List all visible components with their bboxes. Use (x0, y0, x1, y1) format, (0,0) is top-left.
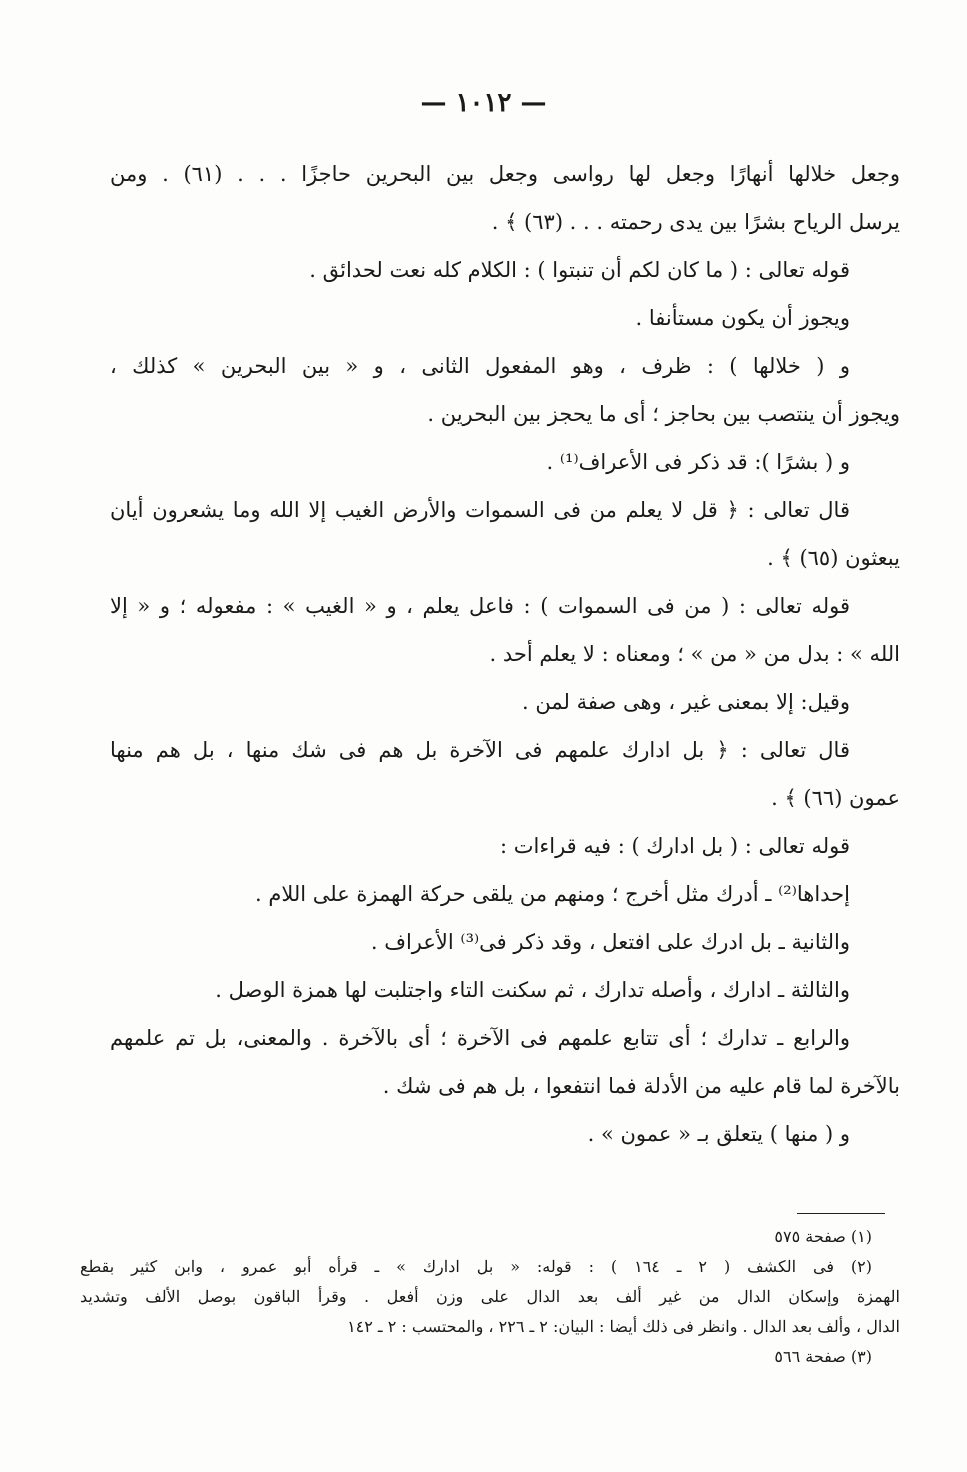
text-line: يبعثون (٦٥) ﴾ . (767, 546, 900, 570)
text-line: ويجوز أن ينتصب بين بحاجز ؛ أى ما يحجز بين البحرين . (427, 402, 900, 426)
text-line: والثانية ـ بل ادرك على افتعل ، وقد ذكر فى⁽³⁾ الأعراف . (370, 930, 850, 954)
footnote-line: (٣) صفحة ٥٦٦ (774, 1347, 872, 1366)
text-line: قال تعالى : ﴿ قل لا يعلم من فى السموات والأرض الغيب إلا الله وما يشعرون أيان (110, 498, 850, 522)
main-text-block (110, 150, 900, 1158)
text-line: و ( منها ) يتعلق بـ « عمون » . (587, 1122, 850, 1146)
text-line: إحداها⁽²⁾ ـ أدرك مثل أخرج ؛ ومنهم من يلقى حركة الهمزة على اللام . (254, 882, 850, 906)
footnote-divider (797, 1213, 885, 1214)
text-line: يرسل الرياح بشرًا بين يدى رحمته . . . (٦٣) ﴾ . (491, 210, 900, 234)
text-line: و ( خلالها ) : ظرف ، وهو المفعول الثانى ، و « بين البحرين » كذلك ، (110, 354, 850, 378)
text-line: وجعل خلالها أنهارًا وجعل لها رواسى وجعل بين البحرين حاجزًا . . . (٦١) . ومن (110, 162, 900, 186)
footnotes-block (80, 1222, 900, 1372)
footnote-line: الهمزة وإسكان الدال من غير ألف بعد الدال على وزن أفعل . وقرأ الباقون بوصل الألف وتشديد (80, 1287, 900, 1306)
footnote-line: الدال ، وألف بعد الدال . وانظر فى ذلك أيضا : البيان: ٢ ـ ٢٢٦ ، والمحتسب : ٢ ـ ١٤٢ (347, 1317, 900, 1336)
text-line: بالآخرة لما قام عليه من الأدلة فما انتفعوا ، بل هم فى شك . (382, 1074, 900, 1098)
text-line: و ( بشرًا ): قد ذكر فى الأعراف⁽¹⁾ . (546, 450, 850, 474)
text-line: قوله تعالى : ( ما كان لكم أن تنبتوا ) : الكلام كله نعت لحدائق . (309, 258, 850, 282)
text-line: الله » : بدل من « من » ؛ ومعناه : لا يعلم أحد . (489, 642, 900, 666)
text-line: والرابع ـ تدارك ؛ أى تتابع علمهم فى الآخرة ؛ أى بالآخرة . والمعنى، بل تم علمهم (110, 1026, 850, 1050)
text-line: عمون (٦٦) ﴾ . (771, 786, 900, 810)
text-line: قوله تعالى : ( بل ادارك ) : فيه قراءات : (500, 834, 850, 858)
text-line: ويجوز أن يكون مستأنفا . (635, 306, 850, 330)
footnote-line: (٢) فى الكشف ( ٢ ـ ١٦٤ ) : قوله: « بل ادارك » ـ قرأه أبو عمرو ، وابن كثير بقطع (80, 1257, 873, 1276)
footnote-line: (١) صفحة ٥٧٥ (774, 1227, 872, 1246)
page-number: — ١٠١٢ — (420, 88, 547, 118)
text-line: وقيل: إلا بمعنى غير ، وهى صفة لمن . (522, 690, 850, 714)
text-line: قوله تعالى : ( من فى السموات ) : فاعل يعلم ، و « الغيب » : مفعوله ؛ و « إلا (110, 594, 850, 618)
text-line: والثالثة ـ ادارك ، وأصله تدارك ، ثم سكنت التاء واجتلبت لها همزة الوصل . (215, 978, 850, 1002)
text-line: قال تعالى : ﴿ بل ادارك علمهم فى الآخرة بل هم فى شك منها ، بل هم منها (110, 738, 850, 762)
